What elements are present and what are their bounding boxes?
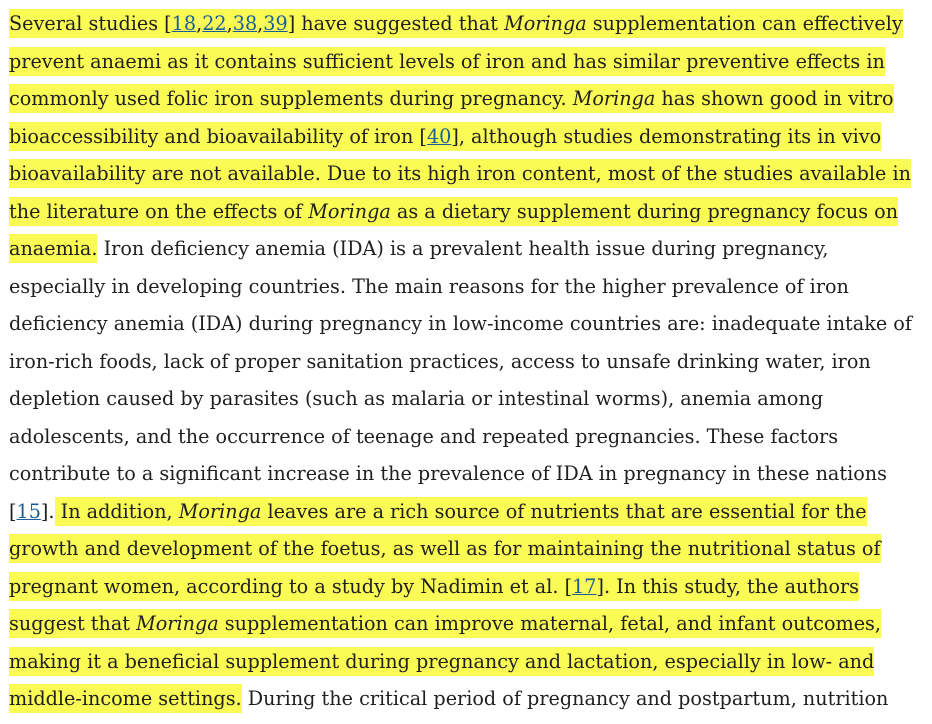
text-run: commonly used folic iron supplements during pregnancy. <box>9 87 573 110</box>
highlight-span: growth and development of the foetus, as well as for maintaining the nutritional status of <box>9 534 881 563</box>
highlight-span <box>55 497 867 526</box>
citation-link-40[interactable]: 40 <box>426 124 452 148</box>
text-line-8: especially in developing countries. The main reasons for the higher prevalence of iron <box>9 274 849 298</box>
italic-term: Moringa <box>308 199 391 223</box>
citation-link-22[interactable]: 22 <box>202 12 227 35</box>
citation-separator: , <box>196 12 203 35</box>
text-run: ]. <box>40 499 55 523</box>
text-line-15 <box>9 530 927 568</box>
italic-term: Moringa <box>572 87 656 110</box>
text-run: leaves are a rich source of nutrients that are essential for the <box>261 499 867 523</box>
highlight-span: anaemia. <box>9 234 97 263</box>
citation-link-15[interactable]: 15 <box>16 499 41 523</box>
text-line-2 <box>9 43 927 81</box>
text-run: In addition, <box>54 499 179 523</box>
text-run: supplementation can improve maternal, fetal, and infant outcomes, <box>218 612 881 635</box>
text-run: Several studies [ <box>9 12 172 35</box>
citation-link-39[interactable]: 39 <box>263 12 288 35</box>
highlight-span: middle-income settings. <box>9 684 242 713</box>
text-run: supplementation can effectively <box>586 12 903 35</box>
text-line-4 <box>9 118 927 156</box>
italic-term: Moringa <box>178 499 262 523</box>
highlight-span <box>9 572 859 601</box>
text-run: has shown good in vitro <box>655 87 894 110</box>
italic-term: Moringa <box>504 12 587 35</box>
text-run: suggest that <box>9 612 137 635</box>
text-run: During the critical period of pregnancy and postpartum, nutrition <box>241 687 889 710</box>
text-run: pregnant women, according to a study by Nadimin et al. [ <box>9 574 573 598</box>
highlight-span <box>9 197 898 226</box>
text-run: ], although studies demonstrating its in vivo <box>451 124 882 148</box>
text-line-7 <box>9 230 927 268</box>
text-line-10: iron-rich foods, lack of proper sanitation practices, access to unsafe drinking water, iron <box>9 349 871 373</box>
text-run: the literature on the effects of <box>9 199 309 223</box>
text-line-14 <box>9 493 927 531</box>
highlight-span: bioavailability are not available. Due to its high iron content, most of the studies available in <box>9 159 911 188</box>
highlight-span <box>9 84 894 113</box>
highlight-span <box>9 609 881 638</box>
text-line-5 <box>9 155 927 193</box>
text-line-12: adolescents, and the occurrence of teenage and repeated pregnancies. These factors <box>9 424 839 448</box>
citation-link-17[interactable]: 17 <box>572 574 597 598</box>
italic-term: Moringa <box>136 612 219 635</box>
text-line-9: deficiency anemia (IDA) during pregnancy in low-income countries are: inadequate intake of <box>9 312 912 335</box>
citation-separator: , <box>257 12 264 35</box>
text-line-6 <box>9 193 927 231</box>
text-run: bioaccessibility and bioavailability of iron [ <box>9 124 427 148</box>
text-run: [ <box>9 499 17 523</box>
text-line-1 <box>9 5 927 43</box>
text-run: as a dietary supplement during pregnancy focus on <box>390 199 899 223</box>
citation-link-38[interactable]: 38 <box>232 12 258 35</box>
text-line-17 <box>9 605 927 643</box>
text-run: ] have suggested that <box>287 12 505 35</box>
highlight-span <box>9 9 903 38</box>
text-line-16 <box>9 568 927 606</box>
highlight-span: making it a beneficial supplement during pregnancy and lactation, especially in low- and <box>9 647 874 676</box>
highlight-span: prevent anaemi as it contains sufficient levels of iron and has similar preventive effects in <box>9 47 885 76</box>
citation-link-18[interactable]: 18 <box>171 12 197 35</box>
highlight-span <box>9 122 881 151</box>
citation-separator: , <box>226 12 233 35</box>
text-line-19 <box>9 680 927 718</box>
text-line-11: depletion caused by parasites (such as malaria or intestinal worms), anemia among <box>9 387 824 410</box>
text-run: Iron deficiency anemia (IDA) is a prevalent health issue during pregnancy, <box>97 237 829 260</box>
text-line-18 <box>9 643 927 681</box>
text-line-3 <box>9 80 927 118</box>
text-line-13: contribute to a significant increase in the prevalence of IDA in pregnancy in these nations <box>9 462 887 485</box>
article-paragraph <box>9 5 927 718</box>
text-run: ]. In this study, the authors <box>596 574 860 598</box>
